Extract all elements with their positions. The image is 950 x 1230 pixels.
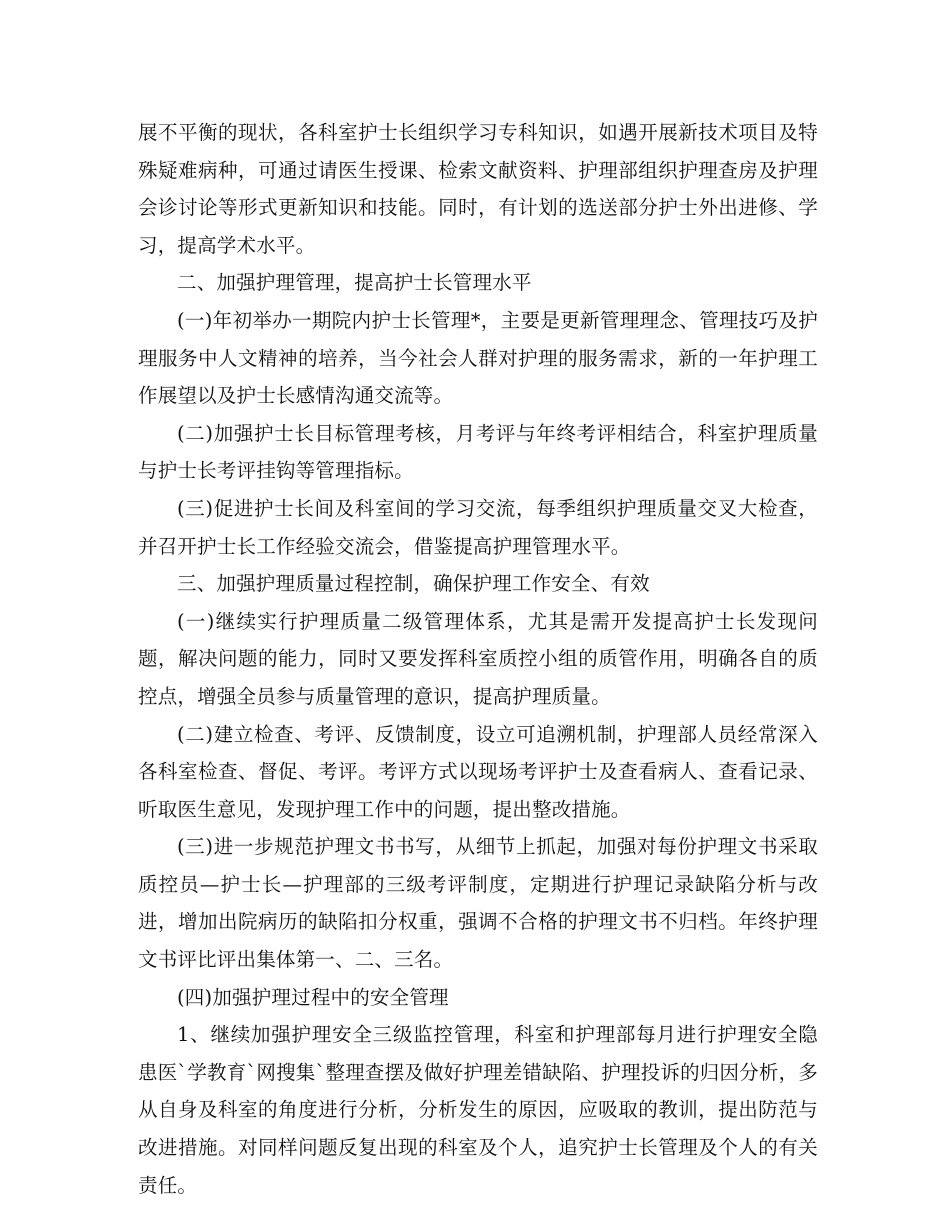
section-heading-3: 三、加强护理质量过程控制，确保护理工作安全、有效 xyxy=(177,572,650,596)
paragraph-2-3: (三)促进护士长间及科室间的学习交流，每季组织护理质量交叉大检查，并召开护士长工作经验交流会，借鉴提高护理管理水平。 xyxy=(138,496,818,558)
paragraph-3-3: (三)进一步规范护理文书书写，从细节上抓起，加强对每份护理文书采取质控员—护士长—护理部的三级考评制度，定期进行护理记录缺陷分析与改进，增加出院病历的缺陷扣分权重，强调不合格的护理文书不归档。年终护理文书评比评出集体第一、二、三名。 xyxy=(138,835,818,972)
paragraph-1: 展不平衡的现状，各科室护士长组织学习专科知识，如遇开展新技术项目及特殊疑难病种，可通过请医生授课、检索文献资料、护理部组织护理查房及护理会诊讨论等形式更新知识和技能。同时，有计划的选送部分护士外出进修、学习，提高学术水平。 xyxy=(138,121,818,257)
paragraph-3-2: (二)建立检查、考评、反馈制度，设立可追溯机制，护理部人员经常深入各科室检查、督促、考评。考评方式以现场考评护士及查看病人、查看记录、听取医生意见，发现护理工作中的问题，提出整改措施。 xyxy=(138,722,818,821)
paragraph-2-1: (一)年初举办一期院内护士长管理*，主要是更新管理理念、管理技巧及护理服务中人文精神的培养，当今社会人群对护理的服务需求，新的一年护理工作展望以及护士长感情沟通交流等。 xyxy=(138,308,818,408)
paragraph-3-1: (一)继续实行护理质量二级管理体系，尤其是需开发提高护士长发现问题，解决问题的能力，同时又要发挥科室质控小组的质管作用，明确各自的质控点，增强全员参与质量管理的意识，提高护理质量。 xyxy=(138,609,818,708)
subsection-heading-3-4: (四)加强护理过程中的安全管理 xyxy=(177,985,449,1009)
document-body xyxy=(138,114,818,1204)
paragraph-3-4-1: 1、继续加强护理安全三级监控管理，科室和护理部每月进行护理安全隐患医`学教育`网搜集`整理查摆及做好护理差错缺陷、护理投诉的归因分析，多从自身及科室的角度进行分析，分析发生的原因，应吸取的教训，提出防范与改进措施。对同样问题反复出现的科室及个人，追究护士长管理及个人的有关责任。 xyxy=(138,1023,818,1197)
paragraph-2-2: (二)加强护士长目标管理考核，月考评与年终考评相结合，科室护理质量与护士长考评挂钩等管理指标。 xyxy=(138,421,818,483)
section-heading-2: 二、加强护理管理，提高护士长管理水平 xyxy=(177,271,532,295)
